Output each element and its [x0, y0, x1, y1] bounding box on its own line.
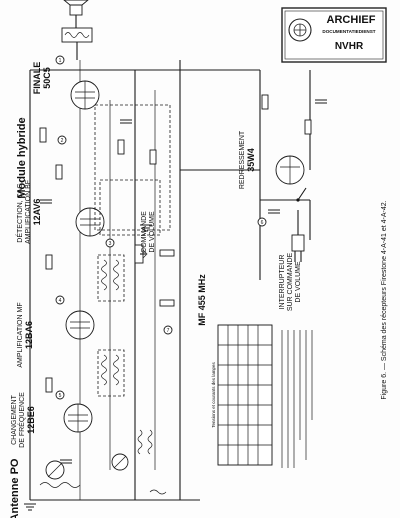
- label-redressement-tube: 35W4: [246, 148, 256, 172]
- oscillator-coil-icon: [138, 430, 152, 454]
- label-changement-1: CHANGEMENT: [11, 395, 18, 445]
- label-interrupteur-1: INTERRUPTEUR: [279, 254, 286, 310]
- label-antenne: Antenne PO: [9, 458, 21, 518]
- label-interrupteur-3: DE VOLUME: [295, 261, 302, 303]
- archive-stamp: [282, 8, 386, 62]
- stamp-org: NVHR: [334, 41, 364, 52]
- ground-icon: [24, 225, 152, 510]
- figure-caption: Figure 6. — Schéma des récepteurs Firestone 4-A-41 et 4-A-42.: [381, 200, 388, 400]
- if-transformer-icon: [98, 255, 124, 301]
- label-interrupteur-2: SUR COMMANDE: [287, 252, 294, 312]
- stamp-title: ARCHIEF: [326, 14, 376, 26]
- label-mf: MF 455 MHz: [197, 274, 207, 326]
- table-title: Tensions et courants des lampes: [211, 362, 216, 428]
- label-ampli-mf: AMPLIFICATION MF: [17, 302, 24, 368]
- label-changement-tube: 12BE6: [26, 406, 36, 434]
- loudspeaker-icon: [64, 0, 88, 28]
- label-volume-2: DE VOLUME: [149, 211, 156, 253]
- vacuum-tube-icon: [71, 81, 99, 109]
- svg-text:2: 2: [60, 138, 64, 144]
- label-volume-1: COMMANDE: [141, 211, 148, 253]
- label-finale: FINALE: [32, 61, 42, 95]
- label-detection-1: DÉTECTION, CAG,: [17, 181, 24, 243]
- svg-text:6: 6: [260, 220, 264, 226]
- table-notes: [282, 330, 312, 468]
- svg-text:1: 1: [58, 58, 62, 64]
- stamp-subtitle: DOCUMENTATIEDIENST: [322, 29, 376, 34]
- label-ampli-mf-tube: 12BA6: [24, 320, 34, 350]
- label-changement-2: DE FRÉQUENCE: [19, 392, 26, 448]
- svg-text:4: 4: [58, 298, 62, 304]
- antenna-loop-icon: [40, 483, 166, 495]
- svg-text:5: 5: [58, 393, 62, 399]
- svg-text:3: 3: [108, 241, 112, 247]
- output-transformer: [62, 28, 92, 60]
- vacuum-tube-icon: [276, 156, 304, 184]
- svg-text:7: 7: [166, 328, 170, 334]
- label-module: Module hybride: [16, 117, 28, 199]
- label-detection-2: AMPLIFICATION BF: [25, 179, 32, 245]
- label-finale-tube: 50C5: [42, 67, 52, 89]
- hybrid-module-box: [95, 105, 170, 230]
- vacuum-tube-icon: [66, 311, 94, 339]
- label-redressement: REDRESSEMENT: [239, 130, 246, 190]
- tube-voltage-table: [211, 325, 312, 468]
- vacuum-tube-icon: [64, 404, 92, 432]
- label-detection-tube: 12AV6: [32, 198, 42, 226]
- if-transformer-icon: [98, 350, 124, 396]
